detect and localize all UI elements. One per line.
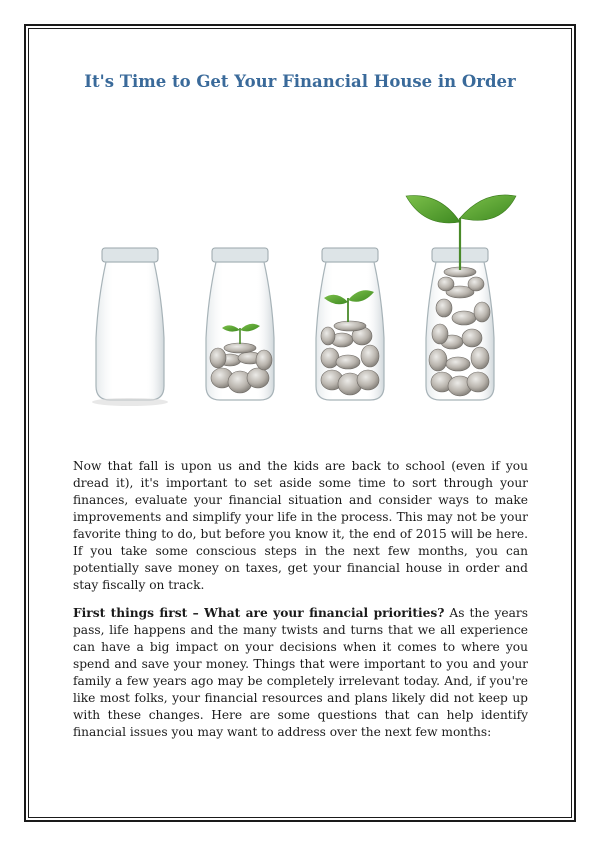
jar-small-sprout xyxy=(206,248,274,400)
jar-empty xyxy=(92,248,168,406)
jar-full-plant xyxy=(406,195,516,400)
priorities-body-text: As the years pass, life happens and the many twists and turns that we all experience can have a big impact on your decisions when it comes to where you spend and save your money. Things that were important to you and your family a few years ago may be completely irrelevant today. And, if you're like most folks, your financial resources and plans likely did not keep up with these changes. Here are some questions that can help identify financial issues you may want to address over the next few months: xyxy=(73,606,528,739)
article-title: It's Time to Get Your Financial House in Order xyxy=(84,72,516,91)
priorities-paragraph xyxy=(73,605,528,741)
priorities-lead-heading: First things first – What are your financial priorities? xyxy=(73,606,445,620)
jar-medium-sprout xyxy=(316,248,384,400)
coin-jars-plants-image xyxy=(80,188,520,414)
intro-paragraph: Now that fall is upon us and the kids are back to school (even if you dread it), it's important to set aside some time to sort through your finances, evaluate your financial situation and consider ways to make improvements and simplify your life in the process. This may not be your favorite thing to do, but before you know it, the end of 2015 will be here. If you take some conscious steps in the next few months, you can potentially save money on taxes, get your financial house in order and stay fiscally on track. xyxy=(73,459,528,592)
